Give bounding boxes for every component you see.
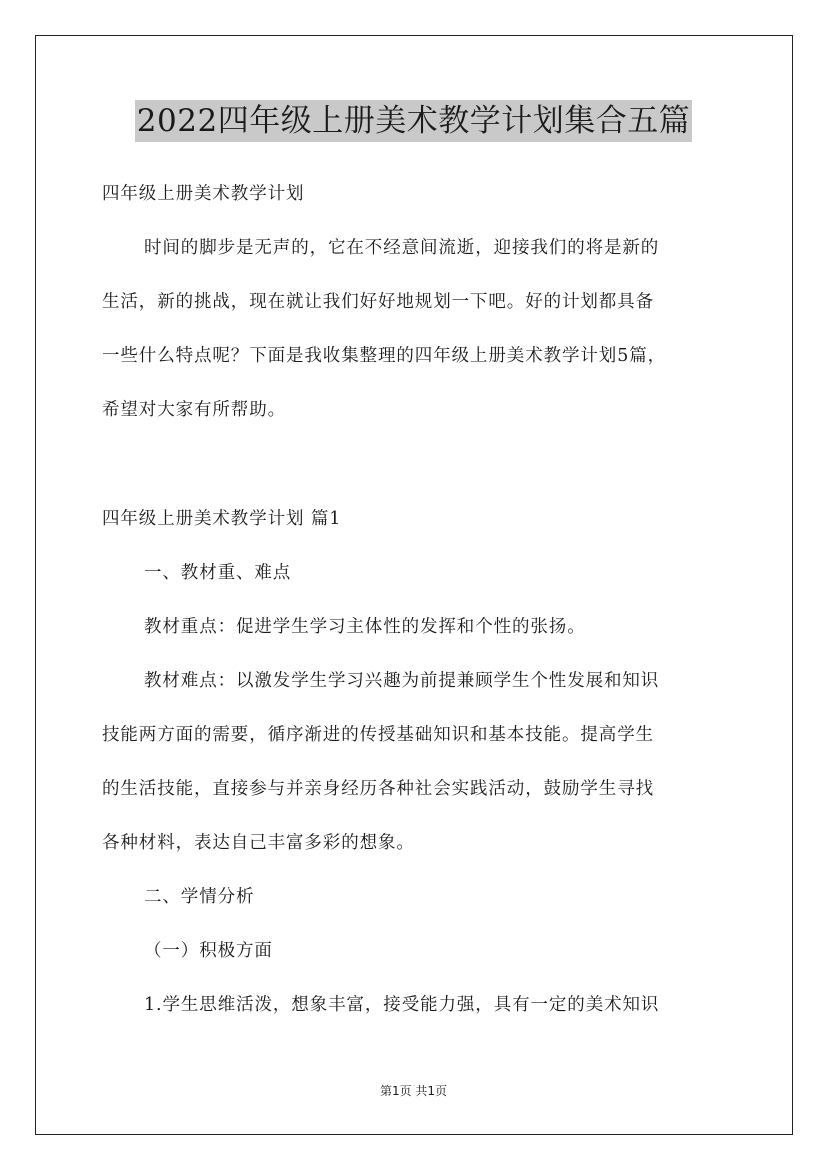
page-footer: 第1页 共1页: [379, 1084, 448, 1098]
paragraph-line: 各种材料，表达自己丰富多彩的想象。: [102, 833, 415, 853]
article-heading: 四年级上册美术教学计划 篇1: [102, 509, 342, 529]
section-heading: 四年级上册美术教学计划: [102, 184, 305, 204]
title-container: [0, 100, 827, 142]
paragraph-line: 生活，新的挑战，现在就让我们好好地规划一下吧。好的计划都具备: [102, 292, 654, 312]
paragraph-line: 技能两方面的需要，循序渐进的传授基础知识和基本技能。提高学生: [102, 725, 654, 745]
paragraph-line: 的生活技能，直接参与并亲身经历各种社会实践活动，鼓励学生寻找: [102, 779, 654, 799]
paragraph-line: 希望对大家有所帮助。: [102, 400, 286, 420]
paragraph-line: 一些什么特点呢？下面是我收集整理的四年级上册美术教学计划5篇，: [102, 346, 667, 366]
paragraph-line: 教材难点：以激发学生学习兴趣为前提兼顾学生个性发展和知识: [144, 671, 660, 691]
subheading: 一、教材重、难点: [144, 563, 292, 583]
paragraph-line: 时间的脚步是无声的，它在不经意间流逝，迎接我们的将是新的: [144, 238, 660, 258]
paragraph-line: 教材重点：促进学生学习主体性的发挥和个性的张扬。: [144, 617, 586, 637]
subheading: （一）积极方面: [144, 941, 273, 961]
paragraph-line: 1.学生思维活泼，想象丰富，接受能力强，具有一定的美术知识: [144, 995, 660, 1015]
document-title: 2022四年级上册美术教学计划集合五篇: [135, 100, 692, 142]
subheading: 二、学情分析: [144, 887, 255, 907]
